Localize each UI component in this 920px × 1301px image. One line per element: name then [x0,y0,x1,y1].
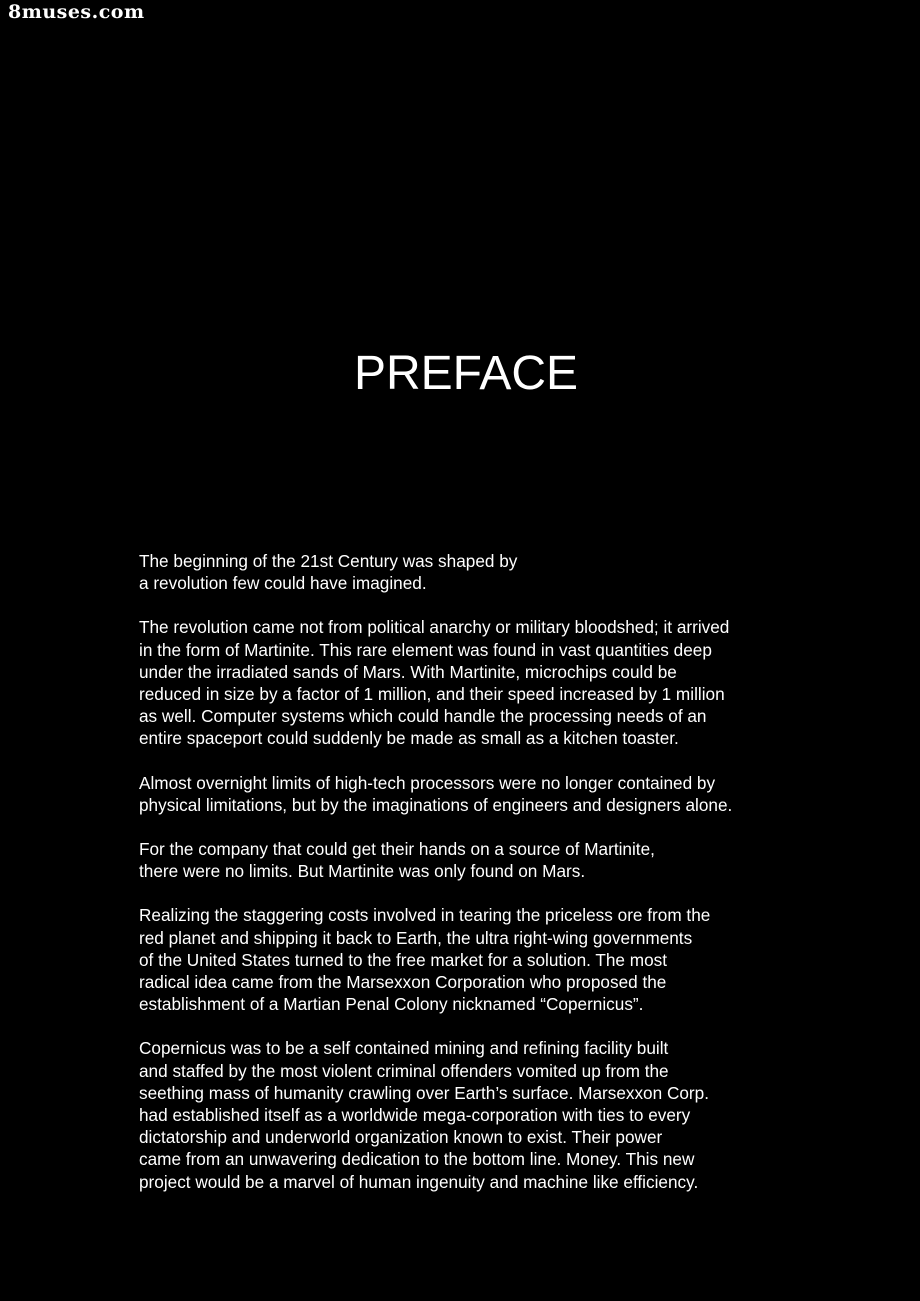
text-line: a revolution few could have imagined. [139,573,427,594]
text-line: there were no limits. But Martinite was only found on Mars. [139,861,586,882]
paragraph-6 [139,1037,839,1192]
text-line: in the form of Martinite. This rare element was found in vast quantities deep [139,639,712,660]
text-line: radical idea came from the Marsexxon Corporation who proposed the [139,972,667,993]
text-line: seething mass of humanity crawling over Earth’s surface. Marsexxon Corp. [139,1082,709,1103]
page-title: PREFACE [353,347,579,400]
text-line: under the irradiated sands of Mars. With Martinite, microchips could be [139,661,677,682]
paragraph-1 [139,550,839,594]
text-line: and staffed by the most violent criminal offenders vomited up from the [139,1060,669,1081]
paragraph-2 [139,616,839,749]
text-line: project would be a marvel of human ingenuity and machine like efficiency. [139,1171,699,1192]
text-line: came from an unwavering dedication to the bottom line. Money. This new [139,1149,695,1170]
text-line: dictatorship and underworld organization known to exist. Their power [139,1127,663,1148]
text-line: reduced in size by a factor of 1 million, and their speed increased by 1 million [139,684,725,705]
paragraph-3 [139,772,839,816]
text-line: red planet and shipping it back to Earth, the ultra right-wing governments [139,927,693,948]
text-line: entire spaceport could suddenly be made as small as a kitchen toaster. [139,728,679,749]
text-line: as well. Computer systems which could handle the processing needs of an [139,706,707,727]
text-line: Almost overnight limits of high-tech processors were no longer contained by [139,772,716,793]
text-line: of the United States turned to the free market for a solution. The most [139,949,668,970]
paragraph-4 [139,838,839,882]
text-line: Realizing the staggering costs involved in tearing the priceless ore from the [139,905,711,926]
text-line: had established itself as a worldwide mega-corporation with ties to every [139,1105,691,1126]
text-line: For the company that could get their hands on a source of Martinite, [139,839,655,860]
text-line: Copernicus was to be a self contained mining and refining facility built [139,1038,669,1059]
text-line: The revolution came not from political anarchy or military bloodshed; it arrived [139,617,730,638]
text-line: physical limitations, but by the imaginations of engineers and designers alone. [139,794,733,815]
paragraph-5 [139,904,839,1015]
text-line: establishment of a Martian Penal Colony nicknamed “Copernicus”. [139,994,644,1015]
preface-body [139,550,839,1215]
site-watermark: 8muses.com [8,1,145,23]
text-line: The beginning of the 21st Century was shaped by [139,551,518,571]
